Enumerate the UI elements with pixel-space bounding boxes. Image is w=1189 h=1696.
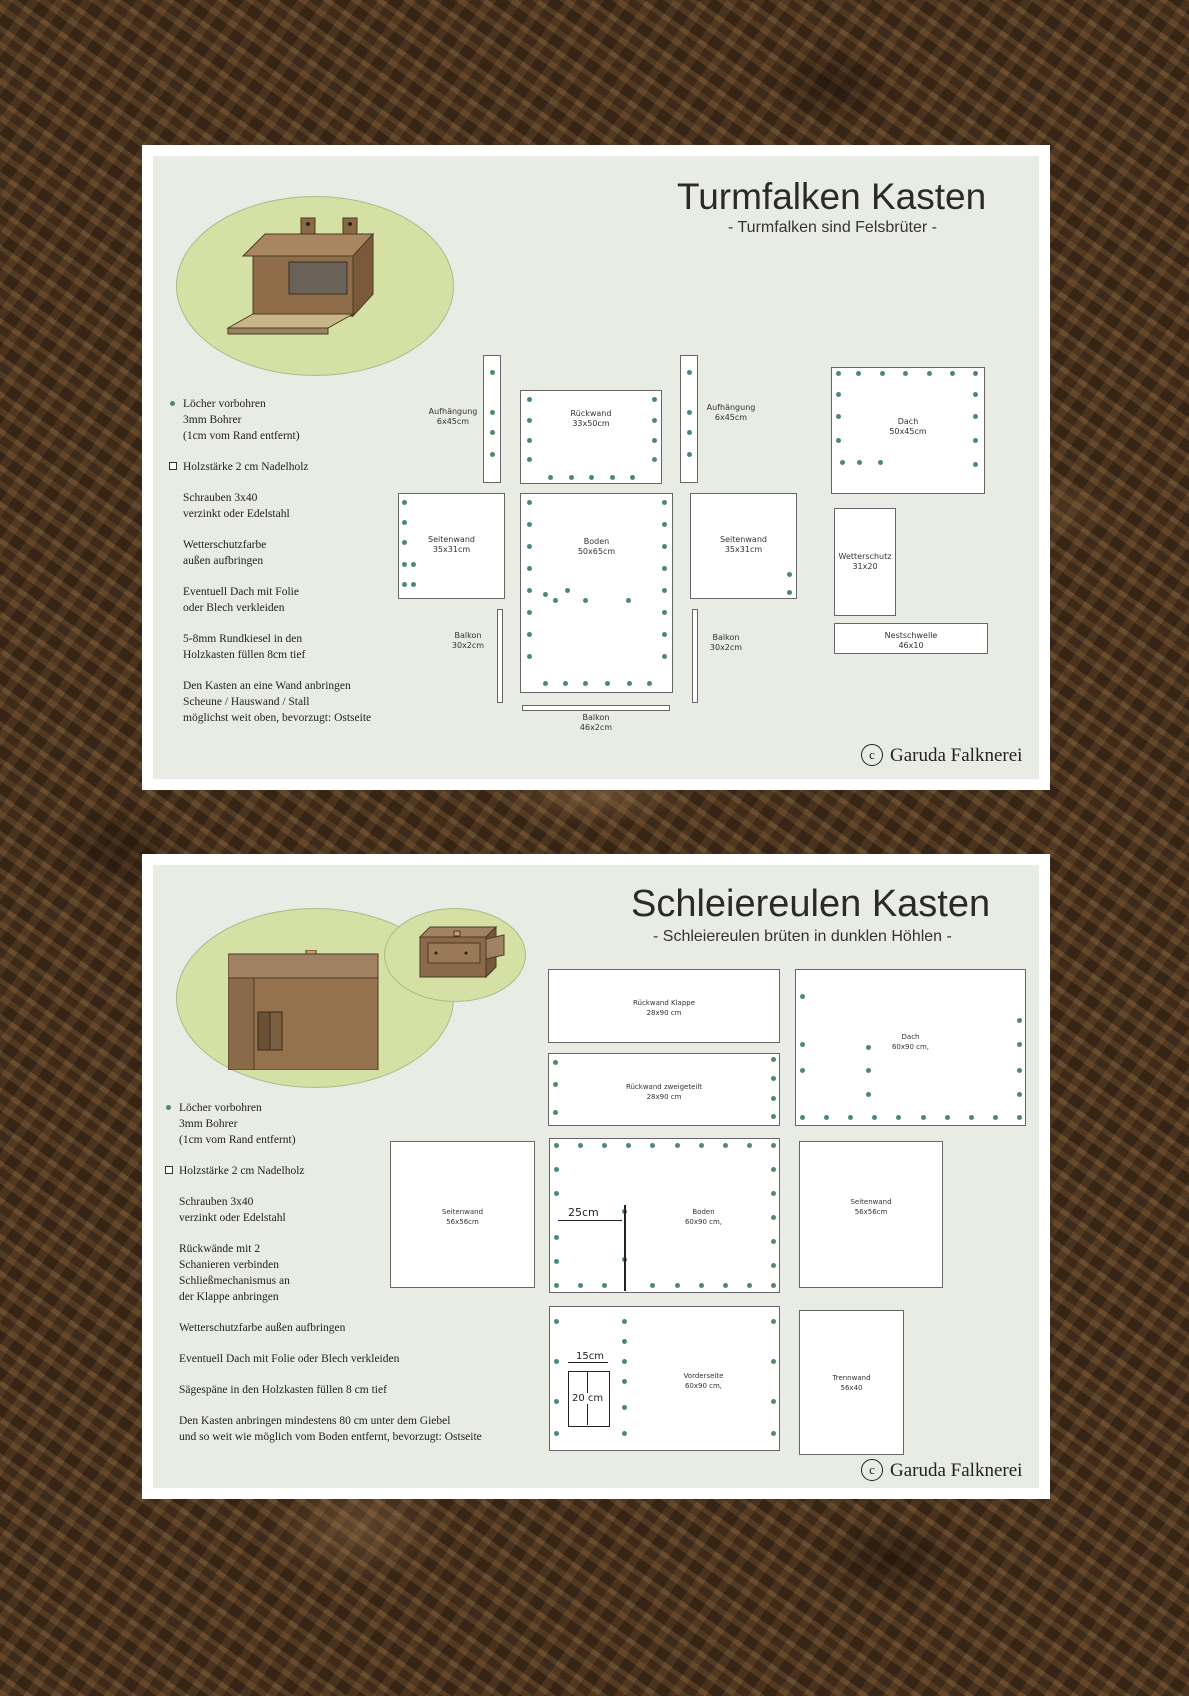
screw-hole-icon bbox=[836, 438, 841, 443]
screw-hole-icon bbox=[553, 1060, 558, 1065]
piece-rueckwand: Rückwand 33x50cm bbox=[520, 390, 662, 484]
screw-hole-icon bbox=[650, 1143, 655, 1148]
screw-hole-icon bbox=[1017, 1068, 1022, 1073]
screw-hole-icon bbox=[553, 1082, 558, 1087]
screw-hole-icon bbox=[402, 562, 407, 567]
wood-bullet-icon bbox=[169, 462, 177, 470]
screw-hole-icon bbox=[836, 392, 841, 397]
screw-hole-icon bbox=[490, 410, 495, 415]
screw-hole-icon bbox=[747, 1143, 752, 1148]
note-holes: Löcher vorbohren 3mm Bohrer (1cm vom Rand entfernt) bbox=[183, 396, 413, 444]
screw-hole-icon bbox=[527, 632, 532, 637]
screw-hole-icon bbox=[622, 1431, 627, 1436]
screw-hole-icon bbox=[662, 588, 667, 593]
screw-hole-icon bbox=[527, 544, 532, 549]
turmfalken-card bbox=[142, 145, 1050, 790]
piece-dach: Dach 50x45cm bbox=[831, 367, 985, 494]
screw-hole-icon bbox=[554, 1319, 559, 1324]
screw-hole-icon bbox=[771, 1167, 776, 1172]
screw-hole-icon bbox=[543, 681, 548, 686]
schleiereulen-title: Schleiereulen Kasten bbox=[631, 883, 991, 925]
screw-hole-icon bbox=[1017, 1115, 1022, 1120]
screw-hole-icon bbox=[647, 681, 652, 686]
screw-hole-icon bbox=[490, 430, 495, 435]
piece-dach: Dach 60x90 cm, bbox=[795, 969, 1026, 1126]
screw-hole-icon bbox=[662, 654, 667, 659]
screw-hole-icon bbox=[973, 392, 978, 397]
schleiereulen-box-illustration bbox=[228, 950, 398, 1070]
turmfalken-notes bbox=[183, 396, 413, 741]
piece-balkon-left bbox=[497, 609, 503, 703]
hole-bullet-icon bbox=[170, 401, 175, 406]
screw-hole-icon bbox=[527, 588, 532, 593]
screw-hole-icon bbox=[771, 1114, 776, 1119]
screw-hole-icon bbox=[554, 1399, 559, 1404]
screw-hole-icon bbox=[652, 418, 657, 423]
turmfalken-copyright: c Garuda Falknerei bbox=[861, 744, 1022, 767]
screw-hole-icon bbox=[602, 1143, 607, 1148]
piece-balkon-bottom bbox=[522, 705, 670, 711]
screw-hole-icon bbox=[527, 610, 532, 615]
schleiereulen-subtitle: - Schleiereulen brüten in dunklen Höhlen - bbox=[653, 928, 952, 945]
screw-hole-icon bbox=[578, 1143, 583, 1148]
label-balkon-left: Balkon 30x2cm bbox=[451, 631, 485, 650]
screw-hole-icon bbox=[771, 1076, 776, 1081]
note-holes: Löcher vorbohren 3mm Bohrer (1cm vom Rand entfernt) bbox=[179, 1100, 519, 1148]
screw-hole-icon bbox=[973, 438, 978, 443]
screw-hole-icon bbox=[723, 1143, 728, 1148]
screw-hole-icon bbox=[652, 397, 657, 402]
screw-hole-icon bbox=[723, 1283, 728, 1288]
piece-nestschwelle: Nestschwelle 46x10 bbox=[834, 623, 988, 654]
screw-hole-icon bbox=[787, 572, 792, 577]
screw-hole-icon bbox=[675, 1143, 680, 1148]
piece-seitenwand-right: Seitenwand 56x56cm bbox=[799, 1141, 943, 1288]
screw-hole-icon bbox=[973, 462, 978, 467]
screw-hole-icon bbox=[866, 1045, 871, 1050]
screw-hole-icon bbox=[800, 1115, 805, 1120]
screw-hole-icon bbox=[622, 1319, 627, 1324]
note-screws: Schrauben 3x40 verzinkt oder Edelstahl bbox=[183, 492, 290, 520]
measure-15cm: 15cm bbox=[576, 1351, 604, 1362]
piece-aufhaengung-left bbox=[483, 355, 501, 483]
note-roof: Eventuell Dach mit Folie oder Blech verkleiden bbox=[183, 586, 299, 614]
screw-hole-icon bbox=[687, 370, 692, 375]
screw-hole-icon bbox=[554, 1359, 559, 1364]
screw-hole-icon bbox=[548, 475, 553, 480]
screw-hole-icon bbox=[626, 1143, 631, 1148]
screw-hole-icon bbox=[896, 1115, 901, 1120]
screw-hole-icon bbox=[490, 370, 495, 375]
piece-balkon-right bbox=[692, 609, 698, 703]
screw-hole-icon bbox=[903, 371, 908, 376]
screw-hole-icon bbox=[857, 460, 862, 465]
screw-hole-icon bbox=[554, 1431, 559, 1436]
screw-hole-icon bbox=[800, 1042, 805, 1047]
piece-rueckwand-klappe: Rückwand Klappe 28x90 cm bbox=[548, 969, 780, 1043]
screw-hole-icon bbox=[622, 1379, 627, 1384]
screw-hole-icon bbox=[569, 475, 574, 480]
screw-hole-icon bbox=[699, 1283, 704, 1288]
screw-hole-icon bbox=[836, 414, 841, 419]
screw-hole-icon bbox=[848, 1115, 853, 1120]
piece-vorderseite: Vorderseite 60x90 cm, 15cm 20 cm bbox=[549, 1306, 780, 1451]
screw-hole-icon bbox=[856, 371, 861, 376]
screw-hole-icon bbox=[490, 452, 495, 457]
screw-hole-icon bbox=[622, 1405, 627, 1410]
screw-hole-icon bbox=[747, 1283, 752, 1288]
screw-hole-icon bbox=[878, 460, 883, 465]
screw-hole-icon bbox=[662, 566, 667, 571]
piece-rueckwand-zweigeteilt: Rückwand zweigeteilt 28x90 cm bbox=[548, 1053, 780, 1126]
note-roof: Eventuell Dach mit Folie oder Blech verkleiden bbox=[179, 1353, 400, 1365]
schleiereulen-copyright: c Garuda Falknerei bbox=[861, 1459, 1022, 1482]
screw-hole-icon bbox=[662, 500, 667, 505]
screw-hole-icon bbox=[675, 1283, 680, 1288]
screw-hole-icon bbox=[605, 681, 610, 686]
note-sawdust: Sägespäne in den Holzkasten füllen 8 cm tief bbox=[179, 1384, 387, 1396]
screw-hole-icon bbox=[687, 452, 692, 457]
turmfalken-title: Turmfalken Kasten bbox=[677, 176, 987, 217]
screw-hole-icon bbox=[627, 681, 632, 686]
screw-hole-icon bbox=[402, 540, 407, 545]
label-balkon-right: Balkon 30x2cm bbox=[709, 633, 743, 652]
measure-20cm: 20 cm bbox=[572, 1393, 604, 1404]
screw-hole-icon bbox=[662, 522, 667, 527]
screw-hole-icon bbox=[554, 1259, 559, 1264]
screw-hole-icon bbox=[650, 1283, 655, 1288]
label-aufhaengung-left: Aufhängung 6x45cm bbox=[428, 407, 478, 426]
screw-hole-icon bbox=[687, 410, 692, 415]
screw-hole-icon bbox=[583, 598, 588, 603]
piece-aufhaengung-right bbox=[680, 355, 698, 483]
screw-hole-icon bbox=[945, 1115, 950, 1120]
piece-wetterschutz: Wetterschutz 31x20 bbox=[834, 508, 896, 616]
screw-hole-icon bbox=[771, 1215, 776, 1220]
screw-hole-icon bbox=[687, 430, 692, 435]
screw-hole-icon bbox=[589, 475, 594, 480]
schleiereulen-inset-box-illustration bbox=[418, 925, 508, 983]
schleiereulen-panel bbox=[153, 865, 1039, 1488]
screw-hole-icon bbox=[771, 1283, 776, 1288]
screw-hole-icon bbox=[554, 1283, 559, 1288]
note-mounting: Den Kasten anbringen mindestens 80 cm unter dem Giebel und so weit wie möglich vom Boden entfernt, bevorzugt: Ostseite bbox=[179, 1415, 482, 1443]
screw-hole-icon bbox=[836, 371, 841, 376]
screw-hole-icon bbox=[602, 1283, 607, 1288]
screw-hole-icon bbox=[969, 1115, 974, 1120]
screw-hole-icon bbox=[553, 1110, 558, 1115]
screw-hole-icon bbox=[950, 371, 955, 376]
note-wood: Holzstärke 2 cm Nadelholz bbox=[183, 459, 413, 475]
screw-hole-icon bbox=[527, 566, 532, 571]
screw-hole-icon bbox=[554, 1167, 559, 1172]
screw-hole-icon bbox=[527, 500, 532, 505]
piece-seitenwand-right: Seitenwand 35x31cm bbox=[690, 493, 797, 599]
note-paint: Wetterschutzfarbe außen aufbringen bbox=[179, 1322, 346, 1334]
screw-hole-icon bbox=[800, 1068, 805, 1073]
screw-hole-icon bbox=[866, 1068, 871, 1073]
screw-hole-icon bbox=[771, 1399, 776, 1404]
note-mounting: Den Kasten an eine Wand anbringen Scheune / Hauswand / Stall möglichst weit oben, bevorzugt: Ostseite bbox=[183, 680, 372, 724]
screw-hole-icon bbox=[771, 1191, 776, 1196]
screw-hole-icon bbox=[527, 654, 532, 659]
screw-hole-icon bbox=[1017, 1092, 1022, 1097]
screw-hole-icon bbox=[1017, 1042, 1022, 1047]
screw-hole-icon bbox=[527, 418, 532, 423]
piece-trennwand: Trennwand 56x40 bbox=[799, 1310, 904, 1455]
screw-hole-icon bbox=[622, 1359, 627, 1364]
screw-hole-icon bbox=[771, 1263, 776, 1268]
screw-hole-icon bbox=[527, 438, 532, 443]
screw-hole-icon bbox=[662, 632, 667, 637]
screw-hole-icon bbox=[993, 1115, 998, 1120]
screw-hole-icon bbox=[771, 1239, 776, 1244]
note-hinges: Rückwände mit 2 Schanieren verbinden Schließmechanismus an der Klappe anbringen bbox=[179, 1243, 290, 1303]
note-paint: Wetterschutzfarbe außen aufbringen bbox=[183, 539, 267, 567]
screw-hole-icon bbox=[411, 562, 416, 567]
screw-hole-icon bbox=[973, 371, 978, 376]
schleiereulen-card bbox=[142, 854, 1050, 1499]
screw-hole-icon bbox=[583, 681, 588, 686]
piece-boden: Boden 50x65cm bbox=[520, 493, 673, 693]
hole-bullet-icon bbox=[166, 1105, 171, 1110]
screw-hole-icon bbox=[543, 592, 548, 597]
note-gravel: 5-8mm Rundkiesel in den Holzkasten füllen 8cm tief bbox=[183, 633, 306, 661]
screw-hole-icon bbox=[866, 1092, 871, 1097]
screw-hole-icon bbox=[652, 457, 657, 462]
note-wood: Holzstärke 2 cm Nadelholz bbox=[179, 1163, 519, 1179]
screw-hole-icon bbox=[402, 500, 407, 505]
screw-hole-icon bbox=[578, 1283, 583, 1288]
screw-hole-icon bbox=[771, 1431, 776, 1436]
copyright-icon: c bbox=[861, 1459, 883, 1481]
turmfalken-box-illustration bbox=[223, 216, 393, 341]
turmfalken-panel bbox=[153, 156, 1039, 779]
screw-hole-icon bbox=[662, 544, 667, 549]
screw-hole-icon bbox=[872, 1115, 877, 1120]
screw-hole-icon bbox=[553, 598, 558, 603]
label-aufhaengung-right: Aufhängung 6x45cm bbox=[706, 403, 756, 422]
screw-hole-icon bbox=[554, 1191, 559, 1196]
screw-hole-icon bbox=[402, 520, 407, 525]
wood-bullet-icon bbox=[165, 1166, 173, 1174]
screw-hole-icon bbox=[787, 590, 792, 595]
label-balkon-bottom: Balkon 46x2cm bbox=[579, 713, 613, 732]
screw-hole-icon bbox=[771, 1359, 776, 1364]
screw-hole-icon bbox=[563, 681, 568, 686]
copyright-icon: c bbox=[861, 744, 883, 766]
screw-hole-icon bbox=[554, 1235, 559, 1240]
note-screws: Schrauben 3x40 verzinkt oder Edelstahl bbox=[179, 1196, 286, 1224]
screw-hole-icon bbox=[411, 582, 416, 587]
turmfalken-subtitle: - Turmfalken sind Felsbrüter - bbox=[728, 219, 937, 236]
screw-hole-icon bbox=[652, 438, 657, 443]
screw-hole-icon bbox=[1017, 1018, 1022, 1023]
screw-hole-icon bbox=[880, 371, 885, 376]
screw-hole-icon bbox=[824, 1115, 829, 1120]
screw-hole-icon bbox=[610, 475, 615, 480]
piece-seitenwand-left: Seitenwand 56x56cm bbox=[390, 1141, 535, 1288]
screw-hole-icon bbox=[527, 397, 532, 402]
screw-hole-icon bbox=[662, 610, 667, 615]
screw-hole-icon bbox=[771, 1057, 776, 1062]
piece-seitenwand-left: Seitenwand 35x31cm bbox=[398, 493, 505, 599]
screw-hole-icon bbox=[840, 460, 845, 465]
screw-hole-icon bbox=[527, 457, 532, 462]
screw-hole-icon bbox=[800, 994, 805, 999]
screw-hole-icon bbox=[527, 522, 532, 527]
screw-hole-icon bbox=[927, 371, 932, 376]
screw-hole-icon bbox=[554, 1143, 559, 1148]
measure-25cm: 25cm bbox=[568, 1206, 599, 1219]
piece-boden: Boden 60x90 cm, 25cm bbox=[549, 1138, 780, 1293]
screw-hole-icon bbox=[402, 582, 407, 587]
screw-hole-icon bbox=[626, 598, 631, 603]
screw-hole-icon bbox=[630, 475, 635, 480]
screw-hole-icon bbox=[973, 414, 978, 419]
screw-hole-icon bbox=[565, 588, 570, 593]
screw-hole-icon bbox=[622, 1339, 627, 1344]
screw-hole-icon bbox=[771, 1096, 776, 1101]
screw-hole-icon bbox=[771, 1143, 776, 1148]
screw-hole-icon bbox=[921, 1115, 926, 1120]
screw-hole-icon bbox=[771, 1319, 776, 1324]
screw-hole-icon bbox=[699, 1143, 704, 1148]
